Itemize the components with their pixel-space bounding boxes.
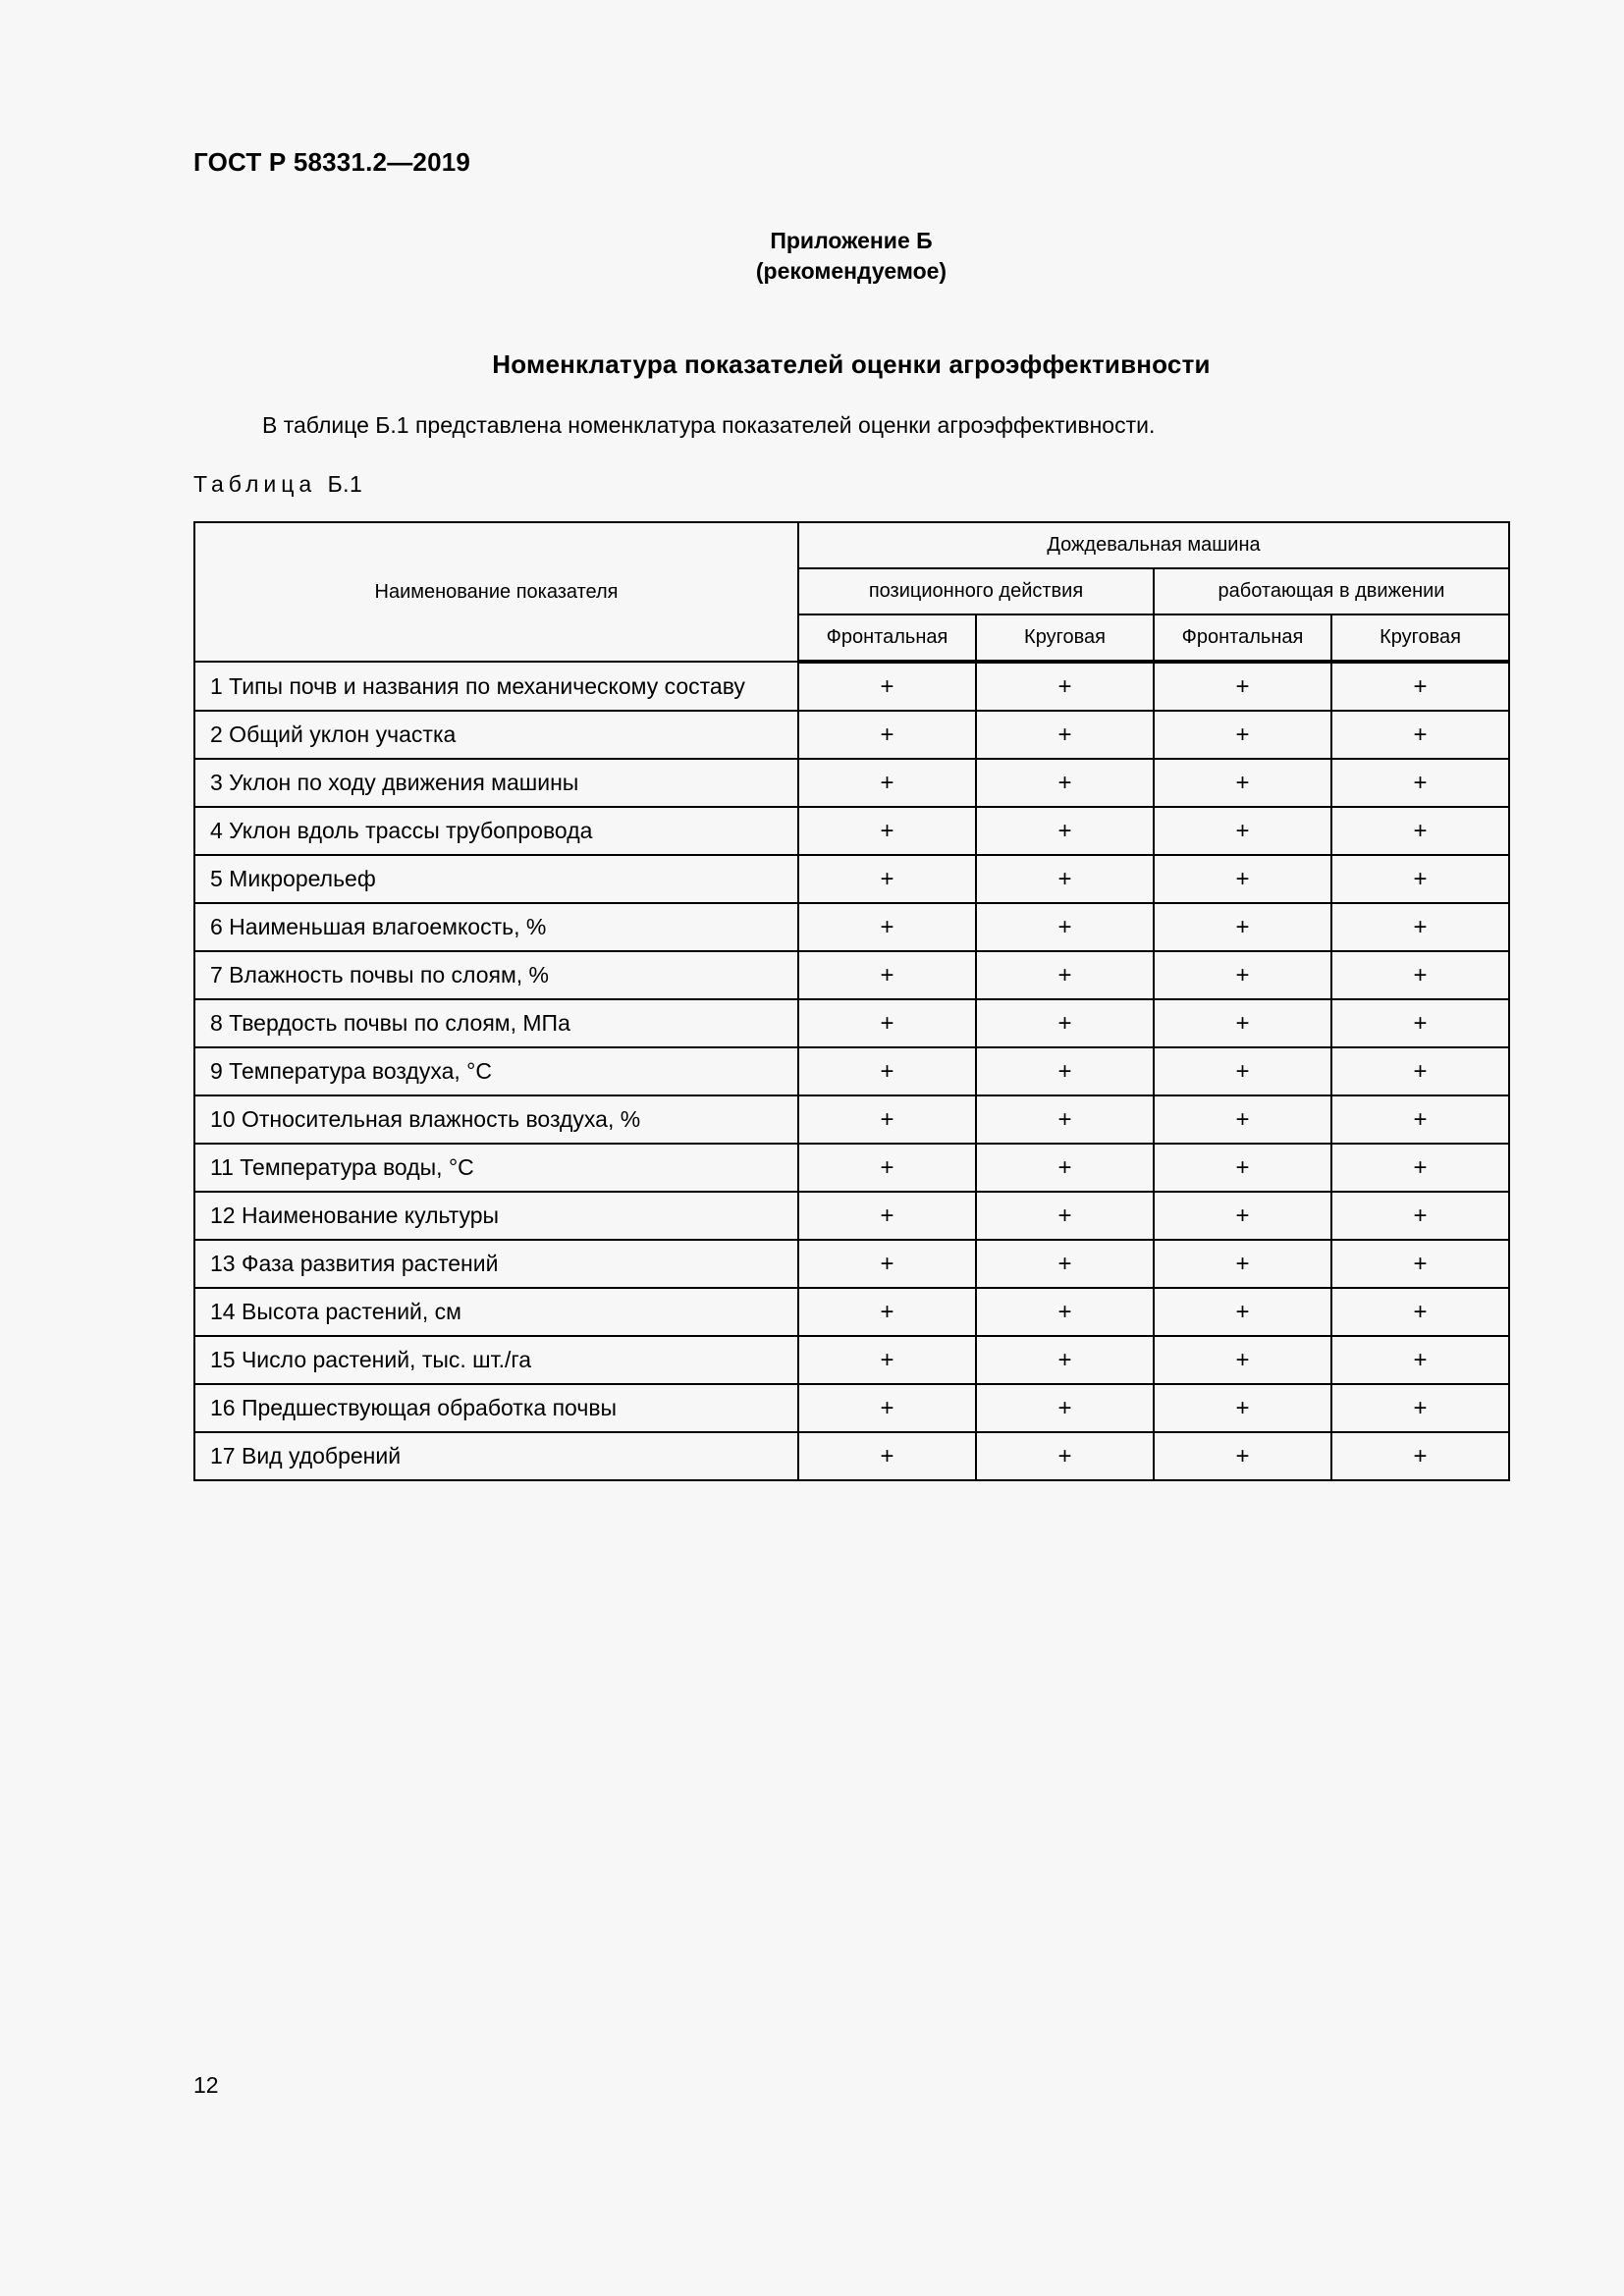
- table-row: [194, 999, 1509, 1047]
- header-frontal-positional: Фронтальная: [798, 614, 976, 662]
- table-row: [194, 807, 1509, 855]
- table-row: [194, 1384, 1509, 1432]
- table-caption: [193, 471, 362, 498]
- applicability-mark-cell: +: [1154, 1336, 1331, 1384]
- indicator-name-cell: 4 Уклон вдоль трассы трубопровода: [194, 807, 798, 855]
- section-title: Номенклатура показателей оценки агроэффективности: [492, 349, 1211, 379]
- indicator-name-cell: 13 Фаза развития растений: [194, 1240, 798, 1288]
- applicability-mark-cell: +: [1331, 1288, 1509, 1336]
- applicability-mark-cell: +: [976, 1047, 1154, 1095]
- applicability-mark-cell: +: [1331, 662, 1509, 711]
- applicability-mark-cell: +: [976, 855, 1154, 903]
- applicability-mark-cell: +: [976, 999, 1154, 1047]
- page-number: 12: [193, 2072, 219, 2098]
- applicability-mark-cell: +: [976, 1095, 1154, 1144]
- applicability-mark-cell: +: [1331, 1336, 1509, 1384]
- header-moving-operation: работающая в движении: [1154, 568, 1509, 614]
- applicability-mark-cell: +: [976, 759, 1154, 807]
- applicability-mark-cell: +: [1154, 1095, 1331, 1144]
- applicability-mark-cell: +: [798, 1384, 976, 1432]
- applicability-mark-cell: +: [798, 951, 976, 999]
- indicator-name-cell: 3 Уклон по ходу движения машины: [194, 759, 798, 807]
- table-body: [194, 662, 1509, 1480]
- indicator-name-cell: 16 Предшествующая обработка почвы: [194, 1384, 798, 1432]
- applicability-mark-cell: +: [1154, 855, 1331, 903]
- applicability-mark-cell: +: [1154, 1432, 1331, 1480]
- applicability-mark-cell: +: [798, 1432, 976, 1480]
- applicability-mark-cell: +: [1331, 999, 1509, 1047]
- table-caption-word: Таблица: [193, 471, 317, 497]
- applicability-mark-cell: +: [798, 903, 976, 951]
- applicability-mark-cell: +: [798, 807, 976, 855]
- applicability-mark-cell: +: [1331, 1432, 1509, 1480]
- table-row: [194, 903, 1509, 951]
- header-circular-moving: Круговая: [1331, 614, 1509, 662]
- applicability-mark-cell: +: [1331, 759, 1509, 807]
- indicator-name-cell: 17 Вид удобрений: [194, 1432, 798, 1480]
- applicability-mark-cell: +: [1331, 1095, 1509, 1144]
- indicator-name-cell: 12 Наименование культуры: [194, 1192, 798, 1240]
- document-code: ГОСТ Р 58331.2—2019: [193, 147, 471, 177]
- header-circular-positional: Круговая: [976, 614, 1154, 662]
- applicability-mark-cell: +: [976, 1144, 1154, 1192]
- applicability-mark-cell: +: [1331, 1144, 1509, 1192]
- applicability-mark-cell: +: [1331, 903, 1509, 951]
- applicability-mark-cell: +: [976, 1432, 1154, 1480]
- applicability-mark-cell: +: [798, 1144, 976, 1192]
- indicator-name-cell: 7 Влажность почвы по слоям, %: [194, 951, 798, 999]
- applicability-mark-cell: +: [976, 903, 1154, 951]
- indicator-name-cell: 10 Относительная влажность воздуха, %: [194, 1095, 798, 1144]
- table-row: [194, 1047, 1509, 1095]
- applicability-mark-cell: +: [1154, 1047, 1331, 1095]
- applicability-mark-cell: +: [1154, 999, 1331, 1047]
- applicability-mark-cell: +: [976, 662, 1154, 711]
- header-positional-action: позиционного действия: [798, 568, 1154, 614]
- applicability-mark-cell: +: [1331, 1192, 1509, 1240]
- applicability-mark-cell: +: [976, 1192, 1154, 1240]
- applicability-mark-cell: +: [976, 1336, 1154, 1384]
- applicability-mark-cell: +: [798, 1047, 976, 1095]
- header-indicator-name: Наименование показателя: [194, 522, 798, 662]
- applicability-mark-cell: +: [1154, 759, 1331, 807]
- applicability-mark-cell: +: [1154, 711, 1331, 759]
- indicator-name-cell: 6 Наименьшая влагоемкость, %: [194, 903, 798, 951]
- indicator-name-cell: 11 Температура воды, °С: [194, 1144, 798, 1192]
- applicability-mark-cell: +: [798, 1192, 976, 1240]
- indicators-table: [193, 521, 1510, 1481]
- indicator-name-cell: 2 Общий уклон участка: [194, 711, 798, 759]
- appendix-title: Приложение Б: [770, 228, 933, 253]
- applicability-mark-cell: +: [1331, 1240, 1509, 1288]
- indicator-name-cell: 8 Твердость почвы по слоям, МПа: [194, 999, 798, 1047]
- applicability-mark-cell: +: [976, 1384, 1154, 1432]
- table-row: [194, 1240, 1509, 1288]
- appendix-subtitle: (рекомендуемое): [755, 258, 947, 284]
- table-row: [194, 1288, 1509, 1336]
- applicability-mark-cell: +: [798, 711, 976, 759]
- applicability-mark-cell: +: [1154, 1240, 1331, 1288]
- applicability-mark-cell: +: [1154, 951, 1331, 999]
- table-row: [194, 711, 1509, 759]
- table-caption-number: Б.1: [327, 471, 363, 497]
- header-frontal-moving: Фронтальная: [1154, 614, 1331, 662]
- applicability-mark-cell: +: [798, 759, 976, 807]
- applicability-mark-cell: +: [1331, 1047, 1509, 1095]
- applicability-mark-cell: +: [798, 855, 976, 903]
- applicability-mark-cell: +: [976, 1240, 1154, 1288]
- table-row: [194, 1336, 1509, 1384]
- applicability-mark-cell: +: [798, 1336, 976, 1384]
- indicator-name-cell: 1 Типы почв и названия по механическому составу: [194, 662, 798, 711]
- applicability-mark-cell: +: [798, 999, 976, 1047]
- applicability-mark-cell: +: [798, 662, 976, 711]
- table-header-row-1: [194, 522, 1509, 568]
- table-row: [194, 1144, 1509, 1192]
- applicability-mark-cell: +: [976, 807, 1154, 855]
- table-row: [194, 1192, 1509, 1240]
- table-row: [194, 1095, 1509, 1144]
- indicator-name-cell: 15 Число растений, тыс. шт./га: [194, 1336, 798, 1384]
- intro-paragraph: В таблице Б.1 представлена номенклатура показателей оценки агроэффективности.: [262, 412, 1156, 438]
- table-row: [194, 1432, 1509, 1480]
- applicability-mark-cell: +: [1331, 711, 1509, 759]
- applicability-mark-cell: +: [798, 1288, 976, 1336]
- indicator-name-cell: 9 Температура воздуха, °С: [194, 1047, 798, 1095]
- applicability-mark-cell: +: [1154, 1288, 1331, 1336]
- table-row: [194, 951, 1509, 999]
- applicability-mark-cell: +: [1331, 855, 1509, 903]
- applicability-mark-cell: +: [1154, 807, 1331, 855]
- indicator-name-cell: 14 Высота растений, см: [194, 1288, 798, 1336]
- header-sprinkler-machine: Дождевальная машина: [798, 522, 1509, 568]
- indicator-name-cell: 5 Микрорельеф: [194, 855, 798, 903]
- table-row: [194, 662, 1509, 711]
- applicability-mark-cell: +: [1154, 662, 1331, 711]
- applicability-mark-cell: +: [1331, 807, 1509, 855]
- table-row: [194, 855, 1509, 903]
- applicability-mark-cell: +: [976, 1288, 1154, 1336]
- applicability-mark-cell: +: [1154, 1384, 1331, 1432]
- applicability-mark-cell: +: [1331, 1384, 1509, 1432]
- table-row: [194, 759, 1509, 807]
- applicability-mark-cell: +: [976, 711, 1154, 759]
- applicability-mark-cell: +: [976, 951, 1154, 999]
- applicability-mark-cell: +: [1331, 951, 1509, 999]
- applicability-mark-cell: +: [798, 1095, 976, 1144]
- applicability-mark-cell: +: [798, 1240, 976, 1288]
- applicability-mark-cell: +: [1154, 1144, 1331, 1192]
- applicability-mark-cell: +: [1154, 903, 1331, 951]
- applicability-mark-cell: +: [1154, 1192, 1331, 1240]
